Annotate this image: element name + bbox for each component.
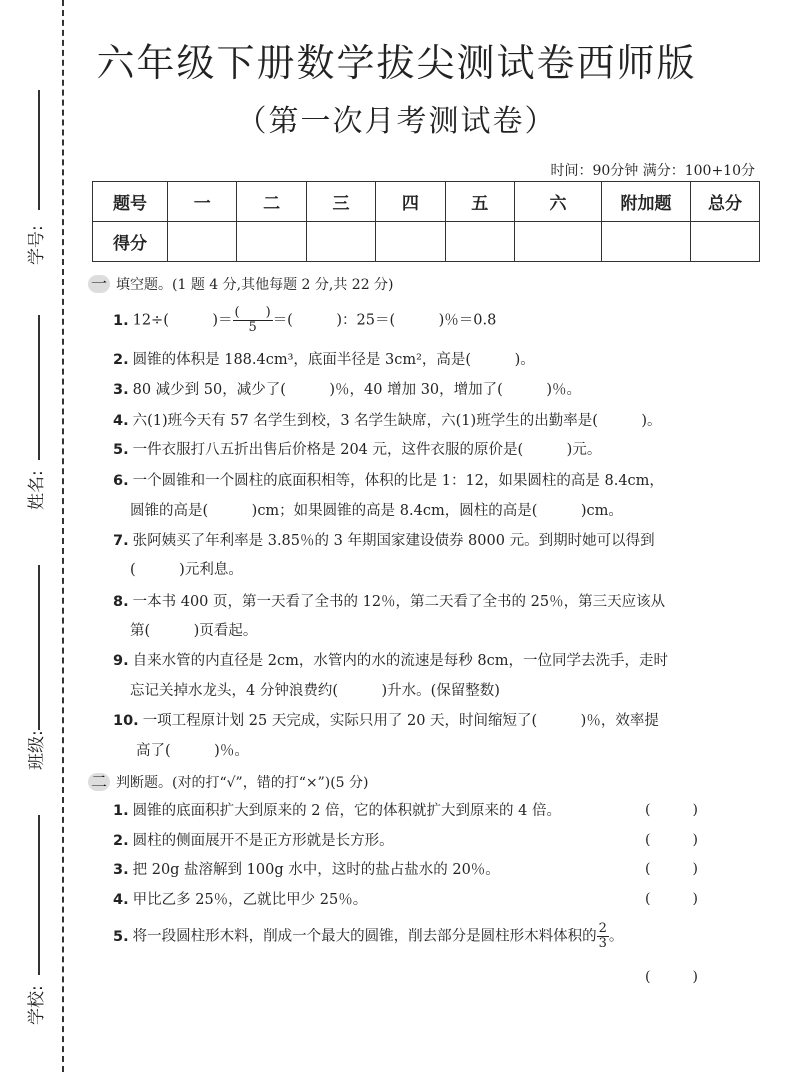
score-table-header-row [93,182,760,222]
question-6-continued: 圆锥的高是( )cm；如果圆锥的高是 8.4cm，圆柱的高是( )cm。 [130,503,623,519]
score-header-cell: 五 [445,182,514,222]
question-number: 2. [113,833,129,849]
question-text-part: ＝( )：25＝( )％＝0.8 [272,312,497,329]
question-1 [113,306,496,335]
section-title: 判断题。(对的打“√”，错的打“×”)(5 分) [116,775,369,791]
question-9-continued: 忘记关掉水龙头，4 分钟浪费约( )升水。(保留整数) [130,683,500,699]
question-number: 4. [113,413,129,429]
answer-parentheses[interactable]: ( ) [645,891,698,907]
question-text: 张阿姨买了年利率是 3.85％的 3 年期国家建设债券 8000 元。到期时她可以得到 [132,533,655,549]
question-5 [113,438,601,459]
question-number: 2. [113,352,129,368]
fraction-denominator: 5 [248,320,257,335]
question-text: 甲比乙多 25％，乙就比甲少 25％。 [132,892,368,908]
question-6 [113,469,664,490]
score-cell[interactable] [306,222,375,262]
question-text: 一件衣服打八五折出售后价格是 204 元，这件衣服的原价是( )元。 [132,442,602,458]
question-text: 把 20g 盐溶解到 100g 水中，这时的盐占盐水的 20％。 [132,862,500,878]
question-number: 10. [113,713,139,729]
question-number: 5. [113,442,129,458]
judge-question-1 [113,799,561,820]
answer-parentheses[interactable]: ( ) [645,802,698,818]
score-cell[interactable] [237,222,306,262]
score-cell[interactable] [168,222,237,262]
fraction-numerator: 2 [598,921,607,936]
score-cell[interactable] [602,222,691,262]
question-number: 8. [113,594,129,610]
name-label: 姓名: [27,470,47,510]
question-4 [113,409,662,430]
question-9 [113,649,668,670]
question-number: 5. [113,928,129,945]
question-7-continued: ( )元利息。 [130,562,243,578]
question-number: 3. [113,862,129,878]
score-row-label: 得分 [93,222,168,262]
fraction-numerator: ( ) [234,305,271,320]
question-7 [113,529,655,550]
judge-question-3 [113,858,500,879]
question-number: 1. [113,312,129,329]
score-table-score-row [93,222,760,262]
question-number: 4. [113,892,129,908]
score-header-cell: 二 [237,182,306,222]
judge-question-2 [113,829,394,850]
answer-parentheses[interactable]: ( ) [645,969,698,985]
score-header-cell: 四 [376,182,445,222]
question-number: 6. [113,473,129,489]
page-subtitle: （第一次月考测试卷） [236,104,557,139]
name-field[interactable] [14,315,54,515]
question-number: 1. [113,803,129,819]
answer-parentheses[interactable]: ( ) [645,861,698,877]
student-id-label: 学号: [27,225,47,265]
question-number: 3. [113,382,129,398]
judge-question-4 [113,888,367,909]
class-label: 班级: [27,730,47,770]
question-10 [113,709,659,730]
page-title: 六年级下册数学拔尖测试卷西师版 [96,41,697,85]
question-text: 圆柱的侧面展开不是正方形就是长方形。 [132,833,394,849]
score-header-cell: 三 [306,182,375,222]
question-text-end: 。 [608,928,624,945]
score-header-cell: 总分 [691,182,760,222]
score-header-cell: 六 [515,182,602,222]
score-cell[interactable] [445,222,514,262]
fraction-denominator: 3 [598,936,607,951]
section-true-false-heading [88,772,369,792]
score-cell[interactable] [376,222,445,262]
class-line [38,565,40,730]
question-text: 一项工程原计划 25 天完成，实际只用了 20 天，时间缩短了( )％，效率提 [142,713,659,729]
class-field[interactable] [14,565,54,775]
school-field[interactable] [14,815,54,1035]
score-cell[interactable] [691,222,760,262]
score-table [92,181,760,262]
question-8-continued: 第( )页看起。 [130,623,258,639]
fraction [233,306,273,335]
score-header-cell: 一 [168,182,237,222]
question-text: 一本书 400 页，第一天看了全书的 12％，第二天看了全书的 25％，第三天应该从 [132,594,666,610]
question-text: 一个圆锥和一个圆柱的底面积相等，体积的比是 1：12，如果圆柱的高是 8.4cm， [132,473,664,489]
section-badge: 二 [88,773,110,791]
question-text: 六(1)班今天有 57 名学生到校，3 名学生缺席，六(1)班学生的出勤率是( )。 [132,413,662,429]
question-8 [113,590,665,611]
score-header-cell: 题号 [93,182,168,222]
question-text-part: 12÷( )＝ [132,312,233,329]
judge-question-5 [113,922,623,951]
score-header-cell: 附加题 [602,182,691,222]
section-title: 填空题。(1 题 4 分,其他每题 2 分,共 22 分) [116,277,394,293]
question-text: 自来水管的内直径是 2cm，水管内的水的流速是每秒 8cm，一位同学去洗手，走时 [132,653,669,669]
score-cell[interactable] [515,222,602,262]
school-label: 学校: [27,985,47,1025]
answer-parentheses[interactable]: ( ) [645,832,698,848]
exam-meta: 时间：90分钟 满分：100+10分 [550,163,755,179]
section-fill-in-blank-heading [88,274,394,294]
question-text: 将一段圆柱形木料，削成一个最大的圆锥，削去部分是圆柱形木料体积的 [132,928,597,945]
fraction [597,922,609,951]
question-text: 圆锥的底面积扩大到原来的 2 倍，它的体积就扩大到原来的 4 倍。 [132,803,561,819]
question-10-continued: 高了( )％。 [136,743,249,759]
question-number: 9. [113,653,129,669]
question-text: 80 减少到 50，减少了( )％，40 增加 30，增加了( )％。 [132,382,581,398]
question-number: 7. [113,533,129,549]
name-line [38,315,40,460]
school-line [38,815,40,975]
binding-margin-line [62,0,64,1072]
question-2 [113,348,535,369]
section-badge: 一 [88,275,110,293]
question-text: 圆锥的体积是 188.4cm³，底面半径是 3cm²，高是( )。 [132,352,535,368]
question-3 [113,378,581,399]
